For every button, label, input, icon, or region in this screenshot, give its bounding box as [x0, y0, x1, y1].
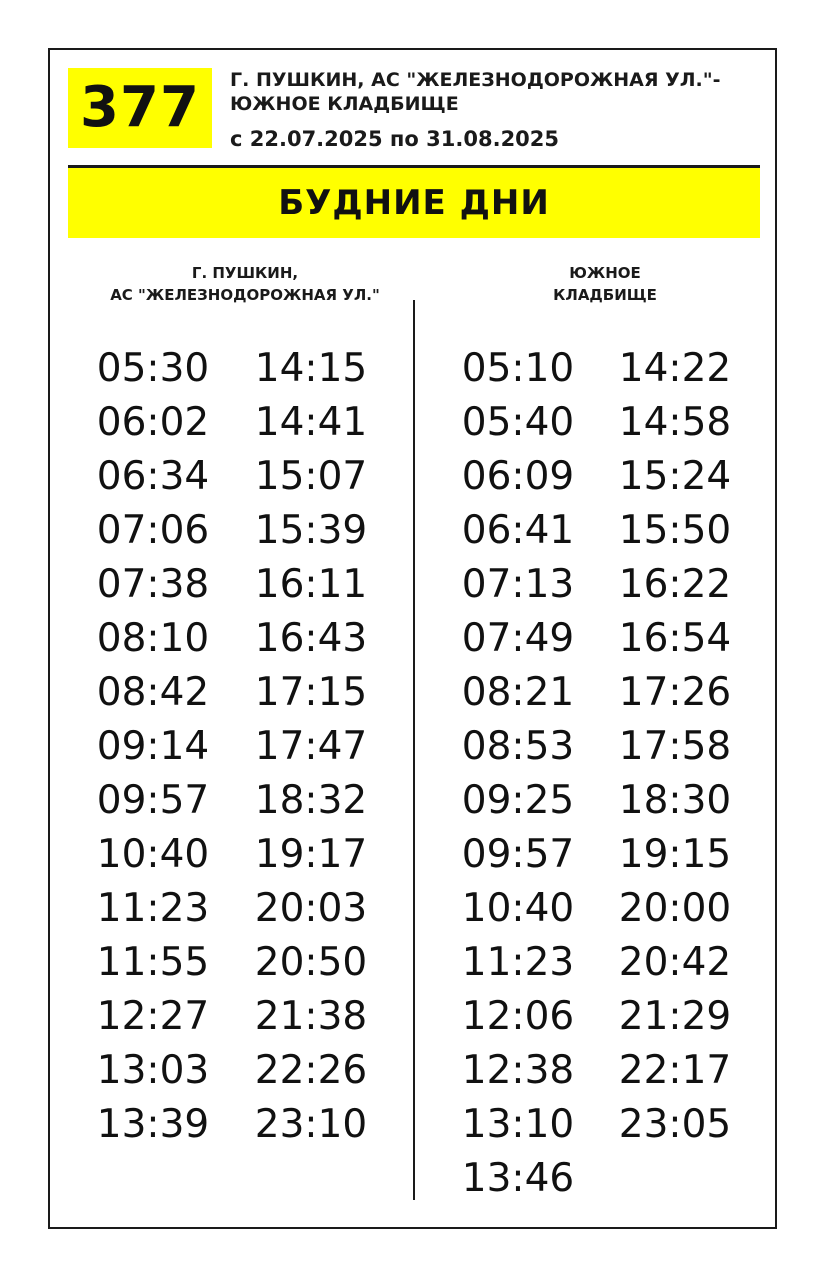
- departure-time: 22:26: [254, 1048, 368, 1093]
- departure-stop-left: [60, 262, 430, 306]
- departure-time: 07:49: [461, 616, 575, 661]
- day-type-label: БУДНИЕ ДНИ: [278, 183, 550, 223]
- departure-time: 06:02: [96, 400, 210, 445]
- departure-time: 08:10: [96, 616, 210, 661]
- route-title-line2: ЮЖНОЕ КЛАДБИЩЕ: [230, 93, 459, 115]
- route-number: 377: [80, 75, 200, 140]
- departure-time: 18:32: [254, 778, 368, 823]
- departure-time: 08:42: [96, 670, 210, 715]
- departure-time: 13:03: [96, 1048, 210, 1093]
- departure-time: 20:03: [254, 886, 368, 931]
- departure-stop-left-line2: АС "ЖЕЛЕЗНОДОРОЖНАЯ УЛ.": [110, 286, 380, 304]
- departure-time: 20:42: [618, 940, 732, 985]
- departure-time: 17:58: [618, 724, 732, 769]
- departure-time: 12:38: [461, 1048, 575, 1093]
- departure-time: 07:06: [96, 508, 210, 553]
- departure-time: 16:22: [618, 562, 732, 607]
- departure-time: 22:17: [618, 1048, 732, 1093]
- departure-time: 15:50: [618, 508, 732, 553]
- validity-period: с 22.07.2025 по 31.08.2025: [230, 127, 560, 151]
- departure-time: 15:07: [254, 454, 368, 499]
- departure-time: 23:10: [254, 1102, 368, 1147]
- departure-time: 09:57: [461, 832, 575, 877]
- departure-time: 16:43: [254, 616, 368, 661]
- route-title-line1: Г. ПУШКИН, АС "ЖЕЛЕЗНОДОРОЖНАЯ УЛ."-: [230, 69, 721, 91]
- departure-stop-right: [420, 262, 790, 306]
- departure-time: 07:13: [461, 562, 575, 607]
- departure-time: 10:40: [461, 886, 575, 931]
- departure-time: 08:53: [461, 724, 575, 769]
- departure-time: 16:11: [254, 562, 368, 607]
- departure-stop-left-line1: Г. ПУШКИН,: [191, 264, 299, 282]
- direction-divider: [413, 300, 415, 1200]
- departure-time: 06:41: [461, 508, 575, 553]
- departure-time: 15:24: [618, 454, 732, 499]
- departure-time: 14:22: [618, 346, 732, 391]
- departure-time: 17:15: [254, 670, 368, 715]
- departure-time: 13:39: [96, 1102, 210, 1147]
- departure-time: 11:23: [96, 886, 210, 931]
- day-type-banner: [68, 168, 760, 238]
- departure-time: 05:10: [461, 346, 575, 391]
- departure-time: 12:06: [461, 994, 575, 1039]
- departure-time: 11:23: [461, 940, 575, 985]
- departure-time: 07:38: [96, 562, 210, 607]
- departure-time: 12:27: [96, 994, 210, 1039]
- departure-time: 20:00: [618, 886, 732, 931]
- departure-time: 18:30: [618, 778, 732, 823]
- route-title: [230, 68, 770, 116]
- departure-time: 21:38: [254, 994, 368, 1039]
- departure-time: 13:10: [461, 1102, 575, 1147]
- departure-stop-right-line2: КЛАДБИЩЕ: [553, 286, 657, 304]
- departure-time: 23:05: [618, 1102, 732, 1147]
- departure-time: 09:14: [96, 724, 210, 769]
- departure-time: 20:50: [254, 940, 368, 985]
- departure-time: 14:41: [254, 400, 368, 445]
- departure-time: 09:57: [96, 778, 210, 823]
- departure-time: 16:54: [618, 616, 732, 661]
- departure-time: 10:40: [96, 832, 210, 877]
- times-column: [443, 344, 593, 1208]
- times-column: [236, 344, 386, 1154]
- departure-time: 14:58: [618, 400, 732, 445]
- departure-time: 05:40: [461, 400, 575, 445]
- departure-time: 19:15: [618, 832, 732, 877]
- times-column: [600, 344, 750, 1154]
- departure-time: 17:26: [618, 670, 732, 715]
- departure-time: 21:29: [618, 994, 732, 1039]
- departure-time: 11:55: [96, 940, 210, 985]
- departure-time: 05:30: [96, 346, 210, 391]
- departure-time: 17:47: [254, 724, 368, 769]
- departure-time: 06:09: [461, 454, 575, 499]
- departure-time: 09:25: [461, 778, 575, 823]
- departure-time: 15:39: [254, 508, 368, 553]
- departure-time: 08:21: [461, 670, 575, 715]
- departure-time: 19:17: [254, 832, 368, 877]
- times-column: [78, 344, 228, 1154]
- departure-time: 06:34: [96, 454, 210, 499]
- departure-time: 13:46: [461, 1156, 575, 1201]
- route-number-badge: [68, 68, 212, 148]
- departure-time: 14:15: [254, 346, 368, 391]
- departure-stop-right-line1: ЮЖНОЕ: [569, 264, 641, 282]
